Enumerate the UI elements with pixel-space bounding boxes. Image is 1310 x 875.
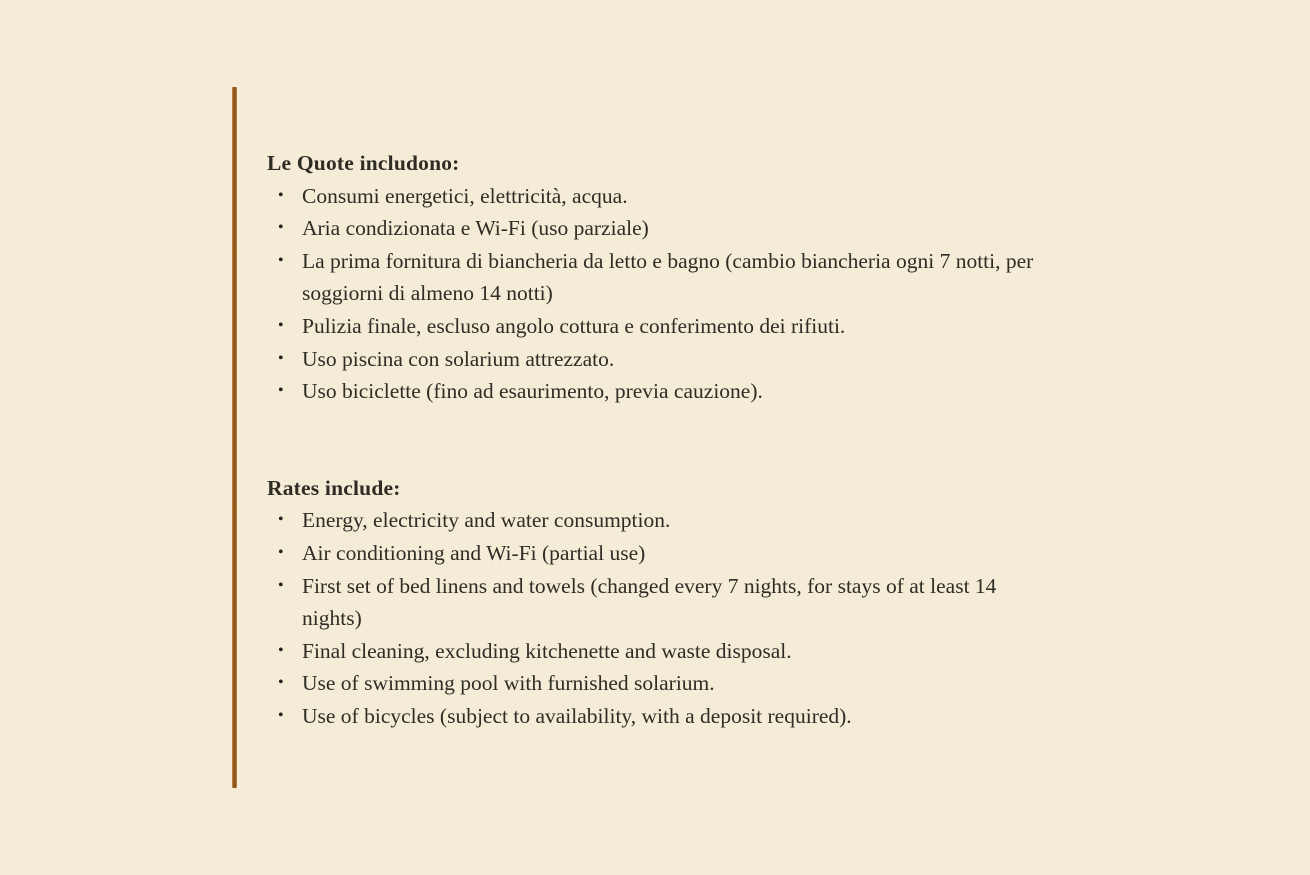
list-item [267,504,1045,537]
list-item [267,310,1045,343]
bullet-icon: • [278,576,284,594]
list-item [267,180,1045,213]
bullet-icon: • [278,706,284,724]
bullet-icon: • [278,382,284,400]
bullet-icon: • [278,316,284,334]
list-english-inclusions [267,504,1045,732]
list-item-text: Uso biciclette (fino ad esaurimento, previa cauzione). [302,379,763,404]
list-item [267,700,1045,733]
list-italian-inclusions [267,180,1045,408]
bullet-icon: • [278,674,284,692]
list-item-text: First set of bed linens and towels (changed every 7 nights, for stays of at least 14 nights) [302,573,997,631]
bullet-icon: • [278,251,284,269]
list-item-text: Energy, electricity and water consumption. [302,508,671,533]
bullet-icon: • [278,219,284,237]
list-item-text: Final cleaning, excluding kitchenette and waste disposal. [302,638,792,663]
accent-bar [232,87,237,788]
list-item-text: Air conditioning and Wi-Fi (partial use) [302,540,646,565]
list-item [267,343,1045,376]
section-heading-italian: Le Quote includono: [267,151,460,175]
list-item [267,570,1045,635]
list-item-text: Aria condizionata e Wi-Fi (uso parziale) [302,216,649,241]
list-item [267,375,1045,408]
list-item [267,245,1045,310]
content [267,147,1045,733]
list-item-text: Consumi energetici, elettricità, acqua. [302,183,628,208]
section-italian-rates [267,147,1045,408]
bullet-icon: • [278,641,284,659]
bullet-icon: • [278,543,284,561]
bullet-icon: • [278,186,284,204]
bullet-icon: • [278,349,284,367]
list-item-text: Pulizia finale, escluso angolo cottura e conferimento dei rifiuti. [302,313,846,338]
section-english-rates [267,472,1045,733]
list-item-text: Use of swimming pool with furnished solarium. [302,671,715,696]
list-item [267,667,1045,700]
section-heading-english: Rates include: [267,475,401,500]
list-item-text: La prima fornitura di biancheria da letto e bagno (cambio biancheria ogni 7 notti, per soggiorni di almeno 14 notti) [302,248,1034,306]
bullet-icon: • [278,511,284,529]
list-item [267,212,1045,245]
list-item [267,635,1045,668]
list-item-text: Uso piscina con solarium attrezzato. [302,346,615,371]
list-item [267,537,1045,570]
list-item-text: Use of bicycles (subject to availability, with a deposit required). [302,703,852,728]
